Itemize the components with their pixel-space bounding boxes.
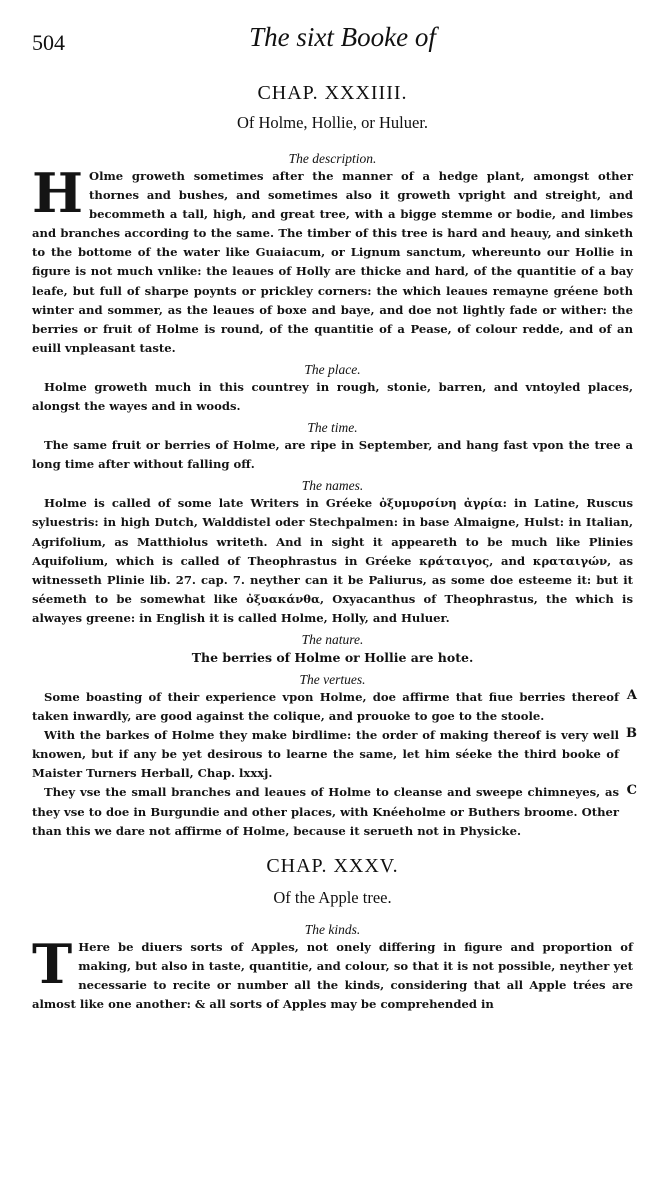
vertues-block-a [32, 687, 637, 726]
margin-note-letter: B [626, 726, 637, 742]
section-heading-kinds: The kinds. [304, 921, 361, 937]
kinds-text: Here be diuers sorts of Apples, not onely differing in figure and proportion of making, but also in taste, quantitie, and colour, so that it is not possible, neyther yet necessarie to recite or number all the kinds, considering that all Apple trées are almost like one another: & all sorts of Apples may be comprehended in [32, 939, 633, 1011]
vertues-paragraph-3: They vse the small branches and leaues of Holme to cleanse and sweepe chimneyes, as they vse to doe in Burgundie and other places, with Knéeholme or Buthers broome. Other than this we dare not affirme of Holme, because it serueth not in Physicke. [32, 785, 619, 838]
description-paragraph [32, 161, 633, 358]
chapter-35 [32, 855, 633, 1014]
drop-cap: T [32, 931, 73, 996]
chapter-title: CHAP. XXXV. [266, 854, 399, 877]
section-heading-nature: The nature. [301, 631, 364, 647]
kinds-paragraph [32, 931, 633, 1014]
section-heading-names: The names. [301, 478, 364, 494]
time-paragraph: The same fruit or berries of Holme, are ripe in September, and hang fast vpon the tree a long time after without falling off. [32, 438, 633, 472]
chapter-title: CHAP. XXXIIII. [257, 82, 408, 104]
running-title: The sixt Booke of [249, 22, 436, 52]
place-paragraph: Holme groweth much in this countrey in rough, stonie, barren, and vntoyled places, alongst the wayes and in woods. [32, 379, 633, 414]
page-number: 504 [32, 30, 65, 55]
description-text: Olme groweth sometimes after the manner of a hedge plant, amongst other thornes and bushes, and sometimes also it groweth vpright and streight, and becommeth a tall, high, and great tree, with a bigge stemme or bodie, and limbes and branches according to the same. The timber of this tree is hard and heauy, and sinketh to the bottome of the water like Guaiacum, or Lignum sanctum, whereunto our Hollie in figure is not much vnlike: the leaues of Holly are thicke and hard, of the quantitie of a bay leafe, but full of sharpe poynts or prickley corners: the which leaues remayne gréene both winter and sommer, as the leaues of boxe and baye, and doe not lightly fade or wither: the berries or fruit of Holme is round, of the quantitie of a Pease, of colour redde, and of an euill vnpleasant taste. [32, 169, 633, 355]
section-heading-place: The place. [304, 361, 361, 377]
margin-note-letter: C [626, 783, 637, 799]
section-heading-time: The time. [307, 420, 358, 436]
margin-note-letter: A [626, 687, 637, 703]
running-head [32, 14, 633, 58]
names-paragraph: Holme is called of some late Writers in Gréeke ὀξυμυρσίνη ἀγρία: in Latine, Ruscus syluestris: in high Dutch, Walddistel oder Stechpalmen: in base Almaigne, Hulst: in Italian, Agrifolium, as Matthiolus writeth. And in sight it appeareth to be much like Plinies Aquifolium, which is called of Theophrastus in Gréeke κράταιγος, and κραταιγών, as witnesseth Plinie lib. 27. cap. 7. neyther can it be Paliurus, as some doe esteeme it: but it séemeth to be somewhat like ὀξυακάνθα, Oxyacanthus of Theophrastus, the which is alwayes greene: in English it is called Holme, Holly, and Huluer. [32, 496, 633, 625]
vertues-block-b [32, 726, 637, 783]
nature-paragraph: The berries of Holme or Hollie are hote. [191, 649, 474, 665]
chapter-subtitle: Of Holme, Hollie, or Huluer. [236, 113, 429, 132]
section-heading-description: The description. [288, 151, 377, 166]
vertues-paragraph-1: Some boasting of their experience vpon Holme, doe affirme that fiue berries thereof taken inwardly, are good against the colique, and prouoke to goe to the stoole. [32, 689, 619, 724]
vertues-block-c [32, 783, 637, 840]
vertues-paragraph-2: With the barkes of Holme they make birdlime: the order of making thereof is very well knowen, but if any be yet desirous to learne the same, let him séeke the third booke of Maister Turners Herball, Chap. lxxxj. [32, 728, 619, 781]
chapter-34 [32, 82, 637, 841]
section-heading-vertues: The vertues. [299, 671, 366, 687]
chapter-subtitle: Of the Apple tree. [273, 887, 392, 907]
drop-cap: H [32, 161, 84, 225]
